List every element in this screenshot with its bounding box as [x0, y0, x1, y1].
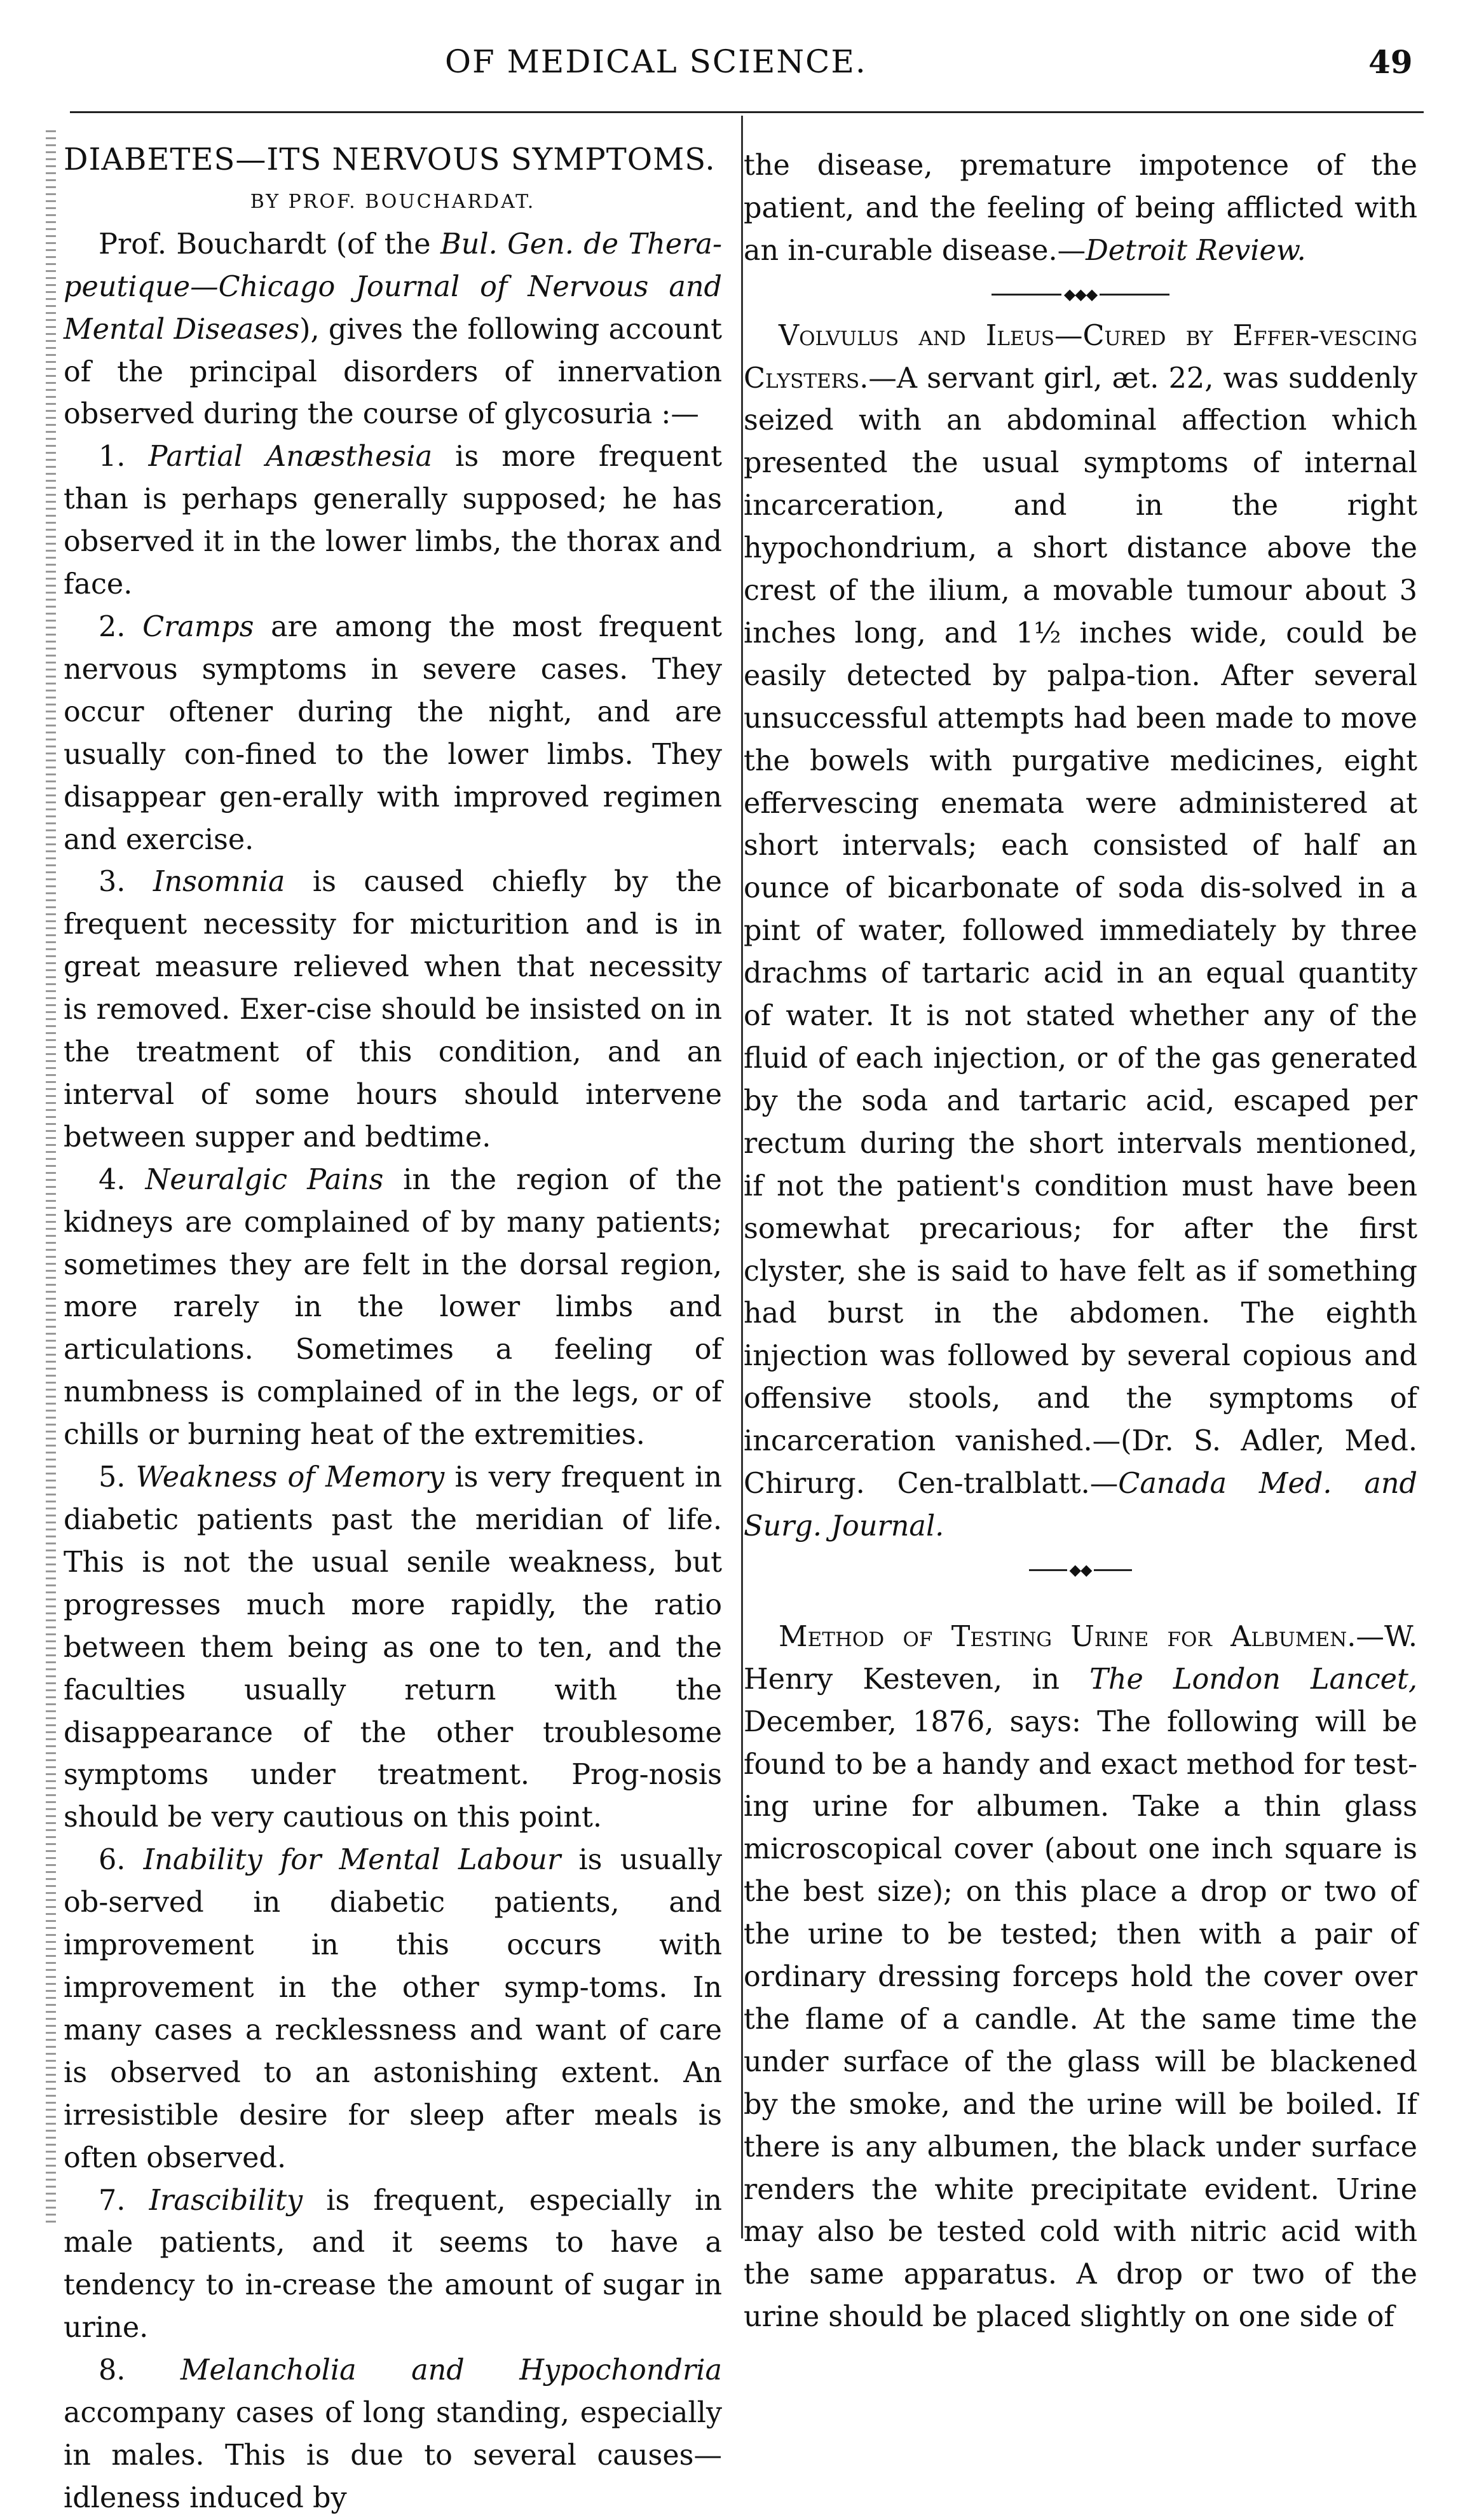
intro-paragraph: Prof. Bouchardt (of the Bul. Gen. de Thera-peutique—Chicago Journal of Nervous and Mental Diseases), gives the following account of the principal disorders of innervation observed during the course of glycosuria :—	[64, 228, 722, 431]
albumen-heading: Method of Testing Urine for Albumen.	[779, 1620, 1356, 1653]
page-number: 49	[1368, 43, 1413, 81]
list-item: 4. Neuralgic Pains in the region of the kidneys are complained of by many patients; sometimes they are felt in the dorsal region, more rarely in the lower limbs and articulations. Sometimes a feeling of numbness is complained of in the legs, or of chills or burning heat of the extremities.	[64, 1163, 722, 1452]
column-divider	[741, 116, 743, 2238]
byline: BY PROF. BOUCHARDAT.	[250, 190, 536, 213]
volvulus-article: Volvulus and Ileus—Cured by Effer-vescing Clysters.—A servant girl, æt. 22, was suddenly seized with an abdominal affection which presented the usual symptoms of internal incarceration, and in the right hypochondrium, a short distance above the crest of the ilium, a movable tumour about 3 inches long, and 1½ inches wide, could be easily detected by palpa-tion. After several unsuccessful attempts had been made to move the bowels with purgative medicines, eight effervescing enemata were administered at short intervals; each consisted of half an ounce of bicarbonate of soda dis-solved in a pint of water, followed immediately by three drachms of tartaric acid in an equal quantity of water. It is not stated whether any of the fluid of each injection, or of the gas generated by the soda and tartaric acid, escaped per rectum during the short intervals mentioned, if not the patient's condition must have been somewhat precarious; for after the first clyster, she is said to have felt as if something had burst in the abdomen. The eighth injection was followed by several copious and offensive stools, and the symptoms of incarceration vanished.—(Dr. S. Adler, Med. Chirurg. Cen-tralblatt.—Canada Med. and Surg. Journal.	[744, 319, 1417, 1543]
right-column	[744, 145, 1417, 2339]
article-title: DIABETES—ITS NERVOUS SYMPTOMS.	[64, 142, 716, 177]
albumen-article: Method of Testing Urine for Albumen.—W. Henry Kesteven, in The London Lancet, December, 1876, says: The following will be found to be a handy and exact method for test-ing urine for albumen. Take a thin glass microscopical cover (about one inch square is the best size); on this place a drop or two of the urine to be tested; then with a pair of ordinary dressing forceps hold the cover over the flame of a candle. At the same time the under surface of the glass will be blackened by the smoke, and the urine will be boiled. If there is any albumen, the black under surface renders the white precipitate evident. Urine may also be tested cold with nitric acid with the same apparatus. A drop or two of the urine should be placed slightly on one side of	[744, 1620, 1417, 2334]
list-item: 8. Melancholia and Hypochondria accompany cases of long standing, especially in males. This is due to several causes—idleness induced by	[64, 2354, 722, 2514]
list-item: 2. Cramps are among the most frequent nervous symptoms in severe cases. They occur oftener during the night, and are usually con-fined to the lower limbs. They disappear gen-erally with improved regimen and exercise.	[64, 610, 722, 856]
list-item: 3. Insomnia is caused chiefly by the frequent necessity for micturition and is in great measure relieved when that necessity is removed. Exer-cise should be insisted on in the treatment of this condition, and an interval of some hours should intervene between supper and bedtime.	[64, 866, 722, 1154]
left-column	[64, 139, 722, 2520]
section-ornament: ◆◆◆	[744, 273, 1417, 315]
list-item: 7. Irascibility is frequent, especially in male patients, and it seems to have a tendency to in-crease the amount of sugar in urine.	[64, 2184, 722, 2345]
header-rule	[70, 111, 1424, 113]
volvulus-heading: Volvulus and Ileus—Cured by Effer-vescing Clysters.	[744, 319, 1417, 395]
section-ornament: ◆◆	[744, 1548, 1417, 1591]
binding-edge-marks	[46, 130, 56, 2228]
running-title: OF MEDICAL SCIENCE.	[445, 43, 867, 80]
list-item: 6. Inability for Mental Labour is usually ob-served in diabetic patients, and improvement in this occurs with improvement in the other symp-toms. In many cases a recklessness and want of care is observed to an astonishing extent. An irresistible desire for sleep after meals is often observed.	[64, 1844, 722, 2174]
list-item: 5. Weakness of Memory is very frequent in diabetic patients past the meridian of life. This is not the usual senile weakness, but progresses much more rapidly, the ratio between them being as one to ten, and the faculties usually return with the disappearance of the other troublesome symptoms under treatment. Prog-nosis should be very cautious on this point.	[64, 1461, 723, 1834]
continuation-paragraph: the disease, premature impotence of the patient, and the feeling of being afflicted with an in-curable disease.—Detroit Review.	[744, 149, 1417, 267]
list-item: 1. Partial Anæsthesia is more frequent than is perhaps generally supposed; he has observed it in the lower limbs, the thorax and face.	[64, 440, 722, 601]
